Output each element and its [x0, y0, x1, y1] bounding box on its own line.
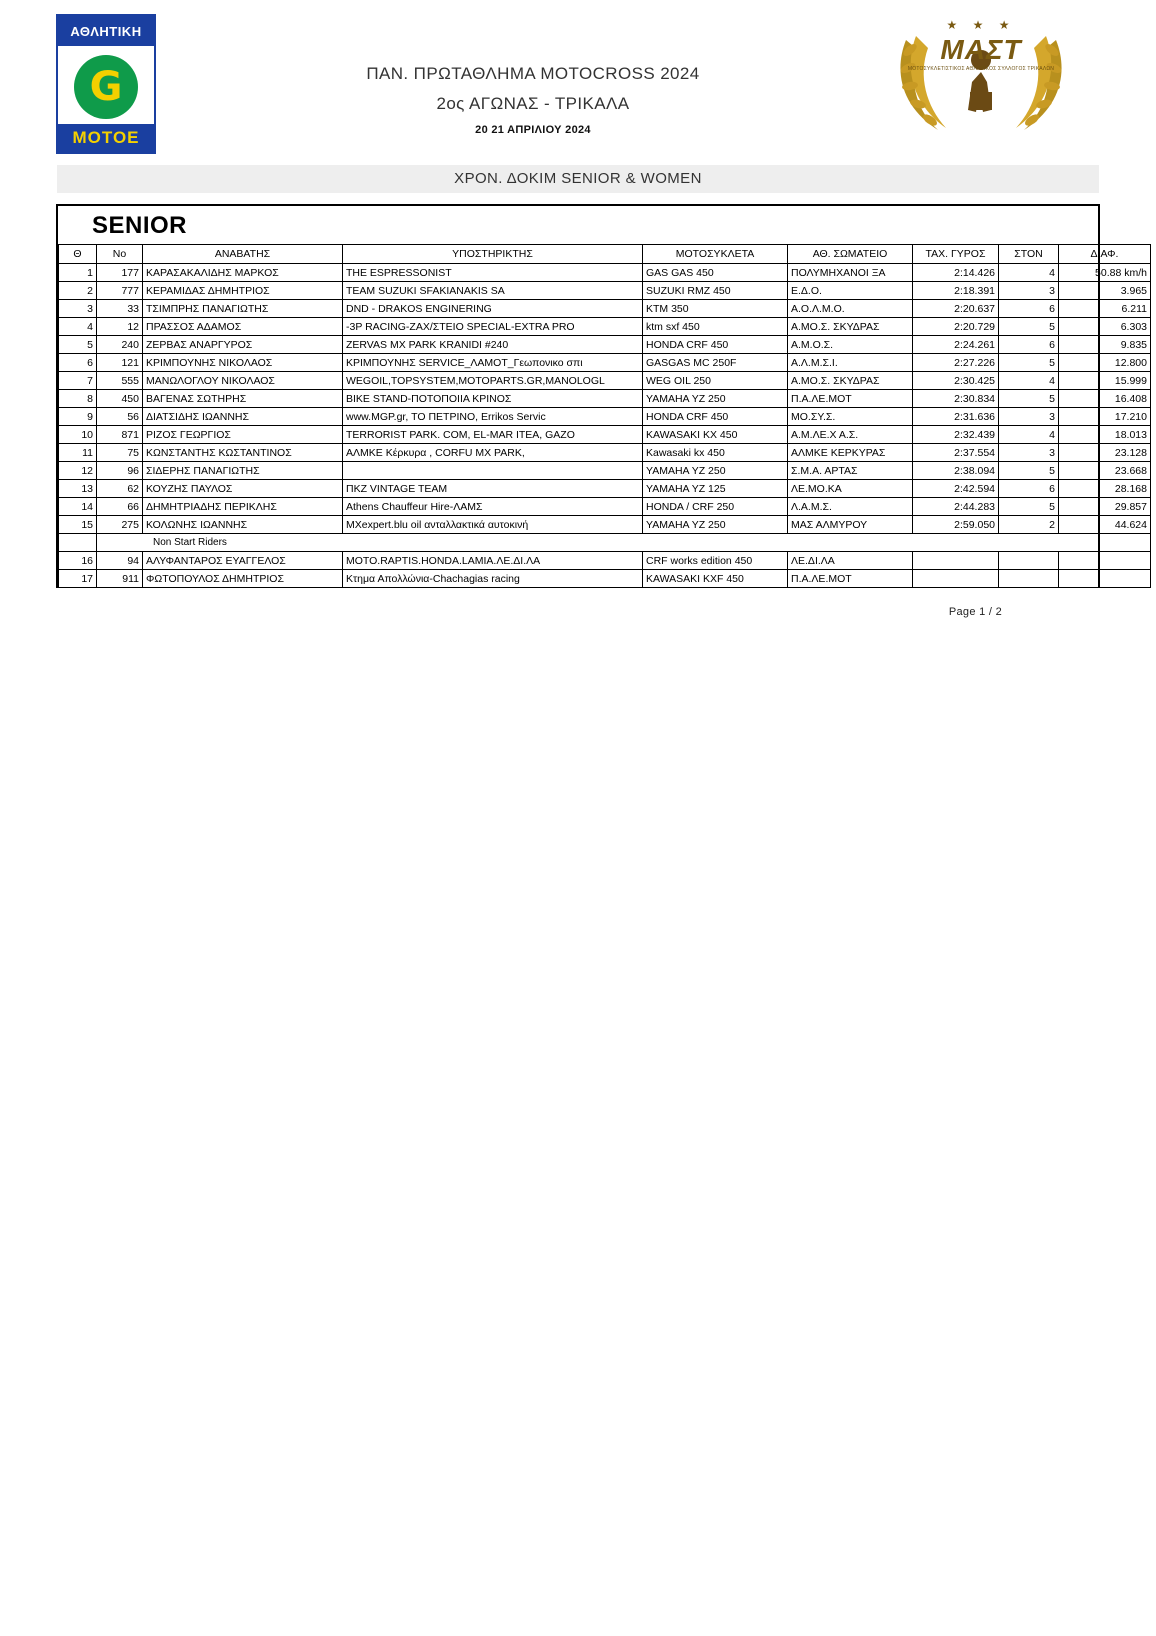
- cell-club: Α.Μ.Ο.Σ.: [788, 336, 913, 354]
- title-block: [216, 64, 850, 136]
- cell-club: ΑΛΜΚΕ ΚΕΡΚΥΡΑΣ: [788, 444, 913, 462]
- cell-fastest-lap: 2:38.094: [913, 462, 999, 480]
- cell-difference: 18.013: [1059, 426, 1151, 444]
- table-row: [59, 444, 1151, 462]
- cell-on-lap: 3: [999, 282, 1059, 300]
- cell-fastest-lap: 2:18.391: [913, 282, 999, 300]
- championship-title: ΠΑΝ. ΠΡΩΤΑΘΛΗΜΑ MOTOCROSS 2024: [366, 64, 700, 83]
- table-header-row: [59, 245, 1151, 264]
- cell-position: 7: [59, 372, 97, 390]
- cell-number: 555: [97, 372, 143, 390]
- cell-club: Σ.Μ.Α. ΑΡΤΑΣ: [788, 462, 913, 480]
- cell-rider: ΔΗΜΗΤΡΙΑΔΗΣ ΠΕΡΙΚΛΗΣ: [143, 498, 343, 516]
- cell-fastest-lap: 2:27.226: [913, 354, 999, 372]
- cell-fastest-lap: 2:30.834: [913, 390, 999, 408]
- cell-number: 56: [97, 408, 143, 426]
- table-row: [59, 318, 1151, 336]
- col-motorcycle: ΜΟΤΟΣΥΚΛΕΤΑ: [643, 245, 788, 264]
- cell-number: 121: [97, 354, 143, 372]
- cell-on-lap: 5: [999, 318, 1059, 336]
- motoe-logo-bottom-text: ΜΟΤΟΕ: [58, 124, 154, 152]
- cell-difference: [1059, 570, 1151, 588]
- cell-on-lap: 5: [999, 462, 1059, 480]
- cell-club: Λ.Α.Μ.Σ.: [788, 498, 913, 516]
- cell-motorcycle: ktm sxf 450: [643, 318, 788, 336]
- cell-difference: 3.965: [1059, 282, 1151, 300]
- cell-motorcycle: KAWASAKI KXF 450: [643, 570, 788, 588]
- non-start-label: Non Start Riders: [97, 534, 1151, 552]
- cell-on-lap: 2: [999, 516, 1059, 534]
- cell-motorcycle: YAMAHA YZ 250: [643, 462, 788, 480]
- cell-difference: 29.857: [1059, 498, 1151, 516]
- cell-fastest-lap: 2:24.261: [913, 336, 999, 354]
- cell-fastest-lap: 2:44.283: [913, 498, 999, 516]
- cell-number: 777: [97, 282, 143, 300]
- cell-fastest-lap: [913, 570, 999, 588]
- cell-club: ΠΟΛΥΜΗΧΑΝΟΙ ΞΑ: [788, 264, 913, 282]
- cell-motorcycle: HONDA / CRF 250: [643, 498, 788, 516]
- cell-fastest-lap: 2:42.594: [913, 480, 999, 498]
- cell-motorcycle: KTM 350: [643, 300, 788, 318]
- session-title-bar: ΧΡΟΝ. ΔΟΚΙΜ SENIOR & WOMEN: [56, 164, 1100, 194]
- cell-rider: ΔΙΑΤΣΙΔΗΣ ΙΩΑΝΝΗΣ: [143, 408, 343, 426]
- cell-fastest-lap: 2:20.637: [913, 300, 999, 318]
- cell-fastest-lap: 2:59.050: [913, 516, 999, 534]
- cell-number: 911: [97, 570, 143, 588]
- cell-number: 75: [97, 444, 143, 462]
- cell-rider: ΚΕΡΑΜΙΔΑΣ ΔΗΜΗΤΡΙΟΣ: [143, 282, 343, 300]
- cell-position: 15: [59, 516, 97, 534]
- cell-club: ΛΕ.ΜΟ.ΚΑ: [788, 480, 913, 498]
- cell-rider: ΣΙΔΕΡΗΣ ΠΑΝΑΓΙΩΤΗΣ: [143, 462, 343, 480]
- cell-difference: 9.835: [1059, 336, 1151, 354]
- table-row: [59, 462, 1151, 480]
- cell-position: 3: [59, 300, 97, 318]
- cell-rider: ΒΑΓΕΝΑΣ ΣΩΤΗΡΗΣ: [143, 390, 343, 408]
- col-on-lap: ΣΤΟΝ: [999, 245, 1059, 264]
- cell-supporter: [343, 462, 643, 480]
- cell-position: 2: [59, 282, 97, 300]
- col-difference: ΔΙΑΦ.: [1059, 245, 1151, 264]
- cell-fastest-lap: 2:14.426: [913, 264, 999, 282]
- cell-fastest-lap: 2:32.439: [913, 426, 999, 444]
- cell-club: Α.ΜΟ.Σ. ΣΚΥΔΡΑΣ: [788, 318, 913, 336]
- cell-on-lap: 5: [999, 498, 1059, 516]
- cell-difference: 28.168: [1059, 480, 1151, 498]
- cell-number: 66: [97, 498, 143, 516]
- cell-on-lap: 6: [999, 300, 1059, 318]
- non-start-section-header: [59, 534, 1151, 552]
- cell-on-lap: 6: [999, 480, 1059, 498]
- mast-club-logo: [886, 10, 1076, 142]
- cell-supporter: DND - DRAKOS ENGINERING: [343, 300, 643, 318]
- table-row: [59, 372, 1151, 390]
- cell-motorcycle: YAMAHA YZ 125: [643, 480, 788, 498]
- cell-club: ΛΕ.ΔΙ.ΛΑ: [788, 552, 913, 570]
- cell-position: 4: [59, 318, 97, 336]
- cell-supporter: ΚΡΙΜΠΟΥΝΗΣ SERVICE_ΛΑΜΟΤ_Γεωπονικο σπι: [343, 354, 643, 372]
- cell-difference: 6.303: [1059, 318, 1151, 336]
- cell-position: 11: [59, 444, 97, 462]
- cell-club: Α.Ο.Λ.Μ.Ο.: [788, 300, 913, 318]
- table-row: [59, 300, 1151, 318]
- cell-difference: 6.211: [1059, 300, 1151, 318]
- cell-club: ΜΑΣ ΑΛΜΥΡΟΥ: [788, 516, 913, 534]
- cell-motorcycle: GASGAS MC 250F: [643, 354, 788, 372]
- cell-motorcycle: WEG OIL 250: [643, 372, 788, 390]
- cell-on-lap: [999, 570, 1059, 588]
- cell-difference: 16.408: [1059, 390, 1151, 408]
- cell-position: 5: [59, 336, 97, 354]
- cell-club: Α.Μ.ΛΕ.Χ Α.Σ.: [788, 426, 913, 444]
- cell-number: 450: [97, 390, 143, 408]
- category-title: SENIOR: [92, 212, 188, 239]
- cell-rider: ΤΣΙΜΠΡΗΣ ΠΑΝΑΓΙΩΤΗΣ: [143, 300, 343, 318]
- col-supporter: ΥΠΟΣΤΗΡΙΚΤΗΣ: [343, 245, 643, 264]
- cell-on-lap: 4: [999, 264, 1059, 282]
- cell-rider: ΚΟΥΖΗΣ ΠΑΥΛΟΣ: [143, 480, 343, 498]
- cell-supporter: Athens Chauffeur Hire-ΛΑΜΣ: [343, 498, 643, 516]
- motoe-logo-top-text: ΑΘΛΗΤΙΚΗ: [58, 16, 154, 46]
- cell-supporter: ΑΛΜΚΕ Κέρκυρα , CORFU MX PARK,: [343, 444, 643, 462]
- cell-club: ΜΟ.ΣΥ.Σ.: [788, 408, 913, 426]
- table-row: [59, 264, 1151, 282]
- table-row: [59, 408, 1151, 426]
- cell-difference: 15.999: [1059, 372, 1151, 390]
- cell-motorcycle: GAS GAS 450: [643, 264, 788, 282]
- cell-position: 17: [59, 570, 97, 588]
- table-row: [59, 354, 1151, 372]
- cell-supporter: -3P RACING-ΖΑΧ/ΣΤΕΙΟ SPECIAL-EXTRA PRO: [343, 318, 643, 336]
- mast-logo-name: ΜΑΣΤ: [940, 34, 1022, 65]
- motoe-logo: [56, 14, 156, 154]
- cell-supporter: BIKE STAND-ΠΟΤΟΠΟΙΙΑ ΚΡΙΝΟΣ: [343, 390, 643, 408]
- table-row: [59, 570, 1151, 588]
- cell-fastest-lap: [913, 552, 999, 570]
- table-row: [59, 552, 1151, 570]
- page-number: Page 1 / 2: [948, 606, 1002, 618]
- cell-motorcycle: YAMAHA YZ 250: [643, 516, 788, 534]
- col-fastest-lap: ΤΑΧ. ΓΥΡΟΣ: [913, 245, 999, 264]
- results-table: [58, 244, 1151, 588]
- cell-position: 13: [59, 480, 97, 498]
- col-number: Νο: [97, 245, 143, 264]
- cell-supporter: THE ESPRESSONIST: [343, 264, 643, 282]
- cell-motorcycle: KAWASAKI KX 450: [643, 426, 788, 444]
- cell-number: 12: [97, 318, 143, 336]
- cell-motorcycle: YAMAHA YZ 250: [643, 390, 788, 408]
- cell-rider: ΚΩΝΣΤΑΝΤΗΣ ΚΩΣΤΑΝΤΙΝΟΣ: [143, 444, 343, 462]
- cell-club: Ε.Δ.Ο.: [788, 282, 913, 300]
- cell-difference: 23.128: [1059, 444, 1151, 462]
- cell-motorcycle: Kawasaki kx 450: [643, 444, 788, 462]
- cell-number: 96: [97, 462, 143, 480]
- table-row: [59, 282, 1151, 300]
- cell-position: 12: [59, 462, 97, 480]
- cell-supporter: ΠΚΖ VINTAGE TEAM: [343, 480, 643, 498]
- cell-number: 94: [97, 552, 143, 570]
- cell-fastest-lap: 2:20.729: [913, 318, 999, 336]
- col-club: ΑΘ. ΣΩΜΑΤΕΙΟ: [788, 245, 913, 264]
- cell-motorcycle: CRF works edition 450: [643, 552, 788, 570]
- cell-number: 177: [97, 264, 143, 282]
- cell-rider: ΖΕΡΒΑΣ ΑΝΑΡΓΥΡΟΣ: [143, 336, 343, 354]
- cell-supporter: TERRORIST PARK. COM, EL-MAR ITEA, GAZO: [343, 426, 643, 444]
- table-row: [59, 390, 1151, 408]
- cell-rider: ΡΙΖΟΣ ΓΕΩΡΓΙΟΣ: [143, 426, 343, 444]
- cell-difference: 50.88 km/h: [1059, 264, 1151, 282]
- cell-number: 275: [97, 516, 143, 534]
- cell-on-lap: 3: [999, 444, 1059, 462]
- cell-number: 871: [97, 426, 143, 444]
- cell-motorcycle: SUZUKI RMZ 450: [643, 282, 788, 300]
- cell-on-lap: [999, 552, 1059, 570]
- cell-club: Α.ΜΟ.Σ. ΣΚΥΔΡΑΣ: [788, 372, 913, 390]
- cell-rider: ΜΑΝΩΛΟΓΛΟΥ ΝΙΚΟΛΑΟΣ: [143, 372, 343, 390]
- cell-motorcycle: HONDA CRF 450: [643, 336, 788, 354]
- cell-rider: ΑΛΥΦΑΝΤΑΡΟΣ ΕΥΑΓΓΕΛΟΣ: [143, 552, 343, 570]
- cell-difference: [1059, 552, 1151, 570]
- cell-on-lap: 5: [999, 354, 1059, 372]
- table-row: [59, 480, 1151, 498]
- motoe-logo-mark: [74, 55, 138, 119]
- cell-position: 8: [59, 390, 97, 408]
- cell-supporter: MXexpert.blu oil ανταλλακτικά αυτοκινή: [343, 516, 643, 534]
- cell-fastest-lap: 2:30.425: [913, 372, 999, 390]
- cell-supporter: TEAM SUZUKI SFAKIANAKIS SA: [343, 282, 643, 300]
- cell-rider: ΚΟΛΩΝΗΣ ΙΩΑΝΝΗΣ: [143, 516, 343, 534]
- cell-rider: ΚΡΙΜΠΟΥΝΗΣ ΝΙΚΟΛΑΟΣ: [143, 354, 343, 372]
- mast-logo-subtitle: ΜΟΤΟΣΥΚΛΕΤΙΣΤΙΚΟΣ ΑΘΛΗΤΙΚΟΣ ΣΥΛΛΟΓΟΣ ΤΡΙΚΑΛΩΝ: [907, 66, 1055, 72]
- cell-on-lap: 4: [999, 372, 1059, 390]
- cell-position: 14: [59, 498, 97, 516]
- cell-number: 33: [97, 300, 143, 318]
- cell-difference: 12.800: [1059, 354, 1151, 372]
- blank-cell: [59, 534, 97, 552]
- cell-on-lap: 3: [999, 408, 1059, 426]
- cell-on-lap: 4: [999, 426, 1059, 444]
- cell-rider: ΠΡΑΣΣΟΣ ΑΔΑΜΟΣ: [143, 318, 343, 336]
- cell-supporter: WEGOIL,TOPSYSTEM,MOTOPARTS.GR,MANOLOGL: [343, 372, 643, 390]
- cell-rider: ΦΩΤΟΠΟΥΛΟΣ ΔΗΜΗΤΡΙΟΣ: [143, 570, 343, 588]
- col-position: Θ: [59, 245, 97, 264]
- cell-fastest-lap: 2:31.636: [913, 408, 999, 426]
- cell-number: 240: [97, 336, 143, 354]
- cell-position: 1: [59, 264, 97, 282]
- cell-motorcycle: HONDA CRF 450: [643, 408, 788, 426]
- cell-supporter: MOTO.RAPTIS.HONDA.LAMIA.ΛΕ.ΔΙ.ΛΑ: [343, 552, 643, 570]
- cell-position: 16: [59, 552, 97, 570]
- cell-club: Α.Λ.Μ.Σ.Ι.: [788, 354, 913, 372]
- motoe-logo-mark-letter: G: [89, 63, 123, 110]
- cell-fastest-lap: 2:37.554: [913, 444, 999, 462]
- race-title: 2ος ΑΓΩΝΑΣ - ΤΡΙΚΑΛΑ: [436, 94, 630, 113]
- cell-supporter: www.MGP.gr, ΤΟ ΠΕΤΡΙΝΟ, Errikos Servic: [343, 408, 643, 426]
- cell-rider: ΚΑΡΑΣΑΚΑΛΙΔΗΣ ΜΑΡΚΟΣ: [143, 264, 343, 282]
- cell-difference: 23.668: [1059, 462, 1151, 480]
- mast-logo-stars: ★ ★ ★: [946, 18, 1016, 32]
- results-frame: [56, 204, 1147, 588]
- col-rider: ΑΝΑΒΑΤΗΣ: [143, 245, 343, 264]
- cell-difference: 17.210: [1059, 408, 1151, 426]
- table-row: [59, 426, 1151, 444]
- table-row: [59, 516, 1151, 534]
- cell-club: Π.Α.ΛΕ.ΜΟΤ: [788, 570, 913, 588]
- cell-supporter: ZERVAS MX PARK KRANIDI #240: [343, 336, 643, 354]
- cell-number: 62: [97, 480, 143, 498]
- cell-club: Π.Α.ΛΕ.ΜΟΤ: [788, 390, 913, 408]
- table-row: [59, 336, 1151, 354]
- race-date: 20 21 ΑΠΡΙΛΙΟΥ 2024: [475, 124, 591, 136]
- cell-position: 9: [59, 408, 97, 426]
- cell-on-lap: 6: [999, 336, 1059, 354]
- cell-difference: 44.624: [1059, 516, 1151, 534]
- document-header: [56, 8, 1100, 158]
- cell-supporter: Κτημα Απολλώνια-Chachagias racing: [343, 570, 643, 588]
- table-row: [59, 498, 1151, 516]
- cell-position: 10: [59, 426, 97, 444]
- cell-position: 6: [59, 354, 97, 372]
- cell-on-lap: 5: [999, 390, 1059, 408]
